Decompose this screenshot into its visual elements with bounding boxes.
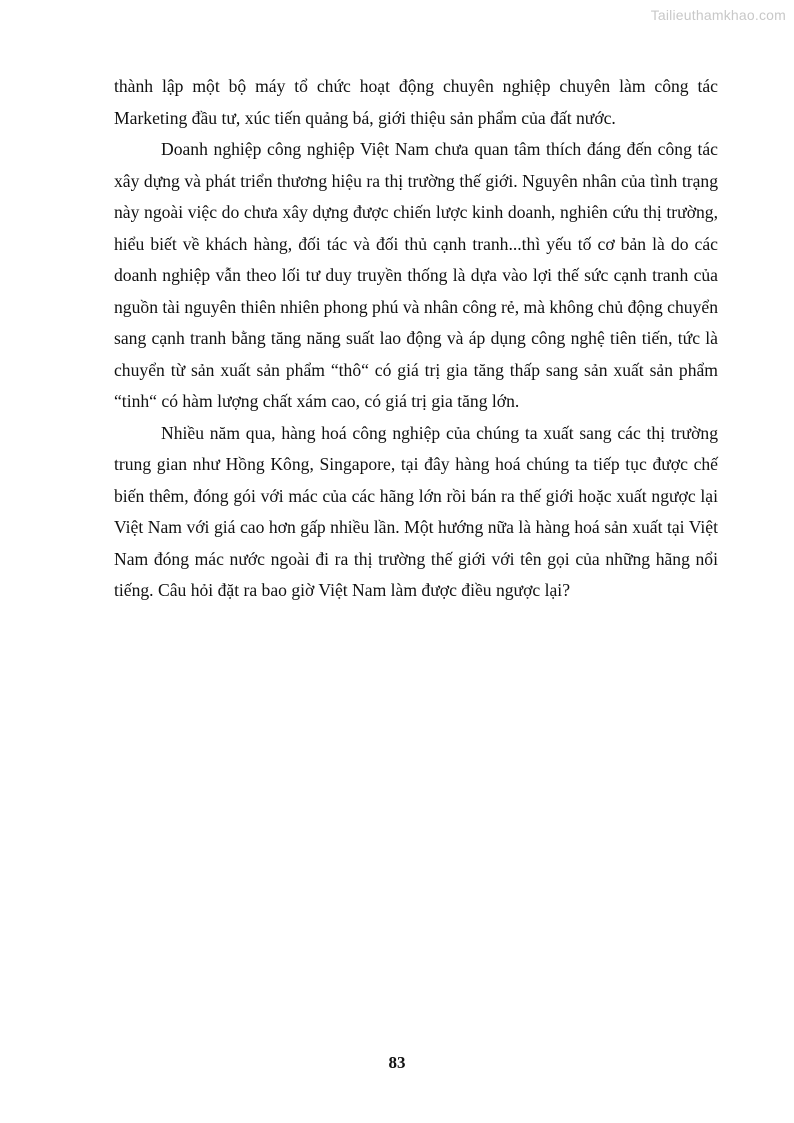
watermark: Tailieuthamkhao.com	[650, 7, 786, 23]
paragraph-continuation: thành lập một bộ máy tổ chức hoạt động chuyên nghiệp chuyên làm công tác Marketing đầu tư, xúc tiến quảng bá, giới thiệu sản phẩm của đất nước.	[114, 76, 718, 128]
document-body	[114, 71, 718, 607]
paragraph-export-markets: Nhiều năm qua, hàng hoá công nghiệp của chúng ta xuất sang các thị trường trung gian như Hồng Kông, Singapore, tại đây hàng hoá chúng ta tiếp tục được chế biến thêm, đóng gói với mác của các hãng lớn rồi bán ra thế giới hoặc xuất ngược lại Việt Nam với giá cao hơn gấp nhiều lần. Một hướng nữa là hàng hoá sản xuất tại Việt Nam đóng mác nước ngoài đi ra thị trường thế giới với tên gọi của những hãng nổi tiếng. Câu hỏi đặt ra bao giờ Việt Nam làm được điều ngược lại?	[114, 422, 718, 600]
paragraph-branding: Doanh nghiệp công nghiệp Việt Nam chưa quan tâm thích đáng đến công tác xây dựng và phát triển thương hiệu ra thị trường thế giới. Nguyên nhân của tình trạng này ngoài việc do chưa xây dựng được chiến lược kinh doanh, nghiên cứu thị trường, hiểu biết về khách hàng, đối tác và đối thủ cạnh tranh...thì yếu tố cơ bản là do các doanh nghiệp vẫn theo lối tư duy truyền thống là dựa vào lợi thế sức cạnh tranh của nguồn tài nguyên thiên nhiên phong phú và nhân công rẻ, mà không chủ động chuyển sang cạnh tranh bằng tăng năng suất lao động và áp dụng công nghệ tiên tiến, tức là chuyển từ sản xuất sản phẩm “thô“ có giá trị gia tăng thấp sang sản xuất sản phẩm “tinh“ có hàm lượng chất xám cao, có giá trị gia tăng lớn.	[114, 139, 718, 411]
page-number: 83	[388, 1053, 406, 1072]
